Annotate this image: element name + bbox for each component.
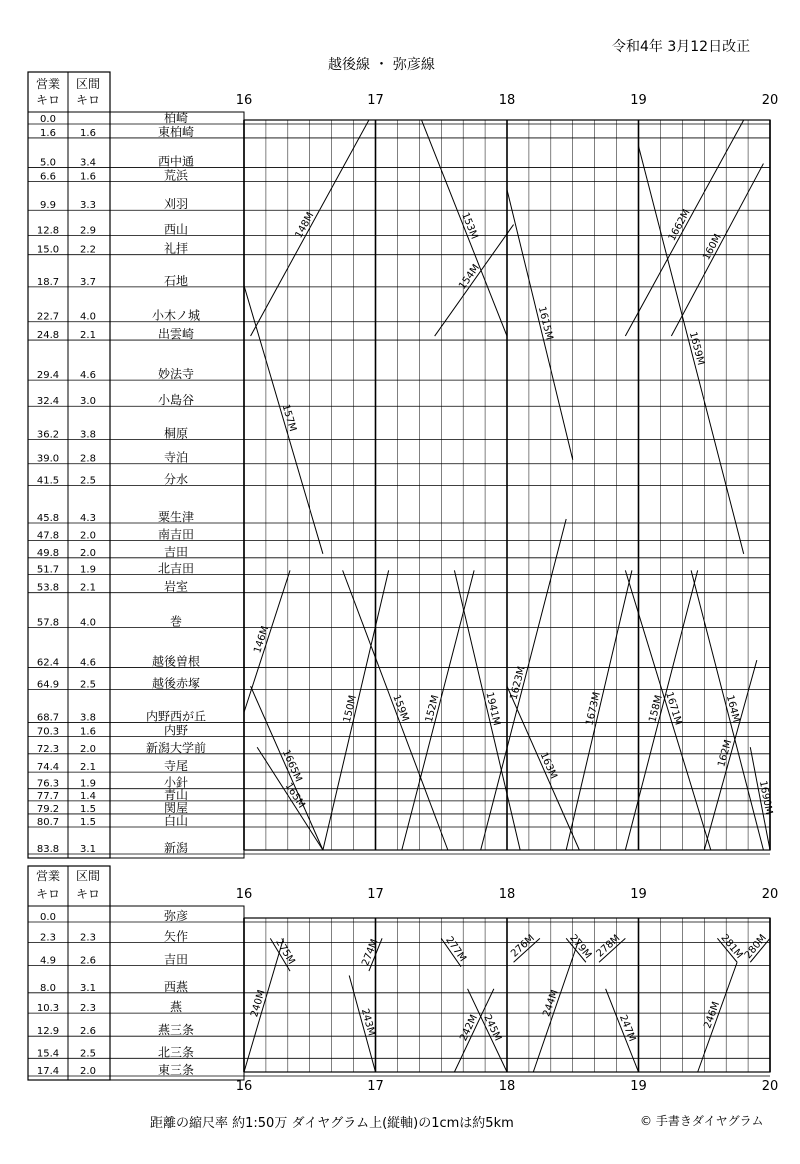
station-interval-km: 2.6 [80, 1026, 96, 1038]
train-number-label: 152M [423, 694, 442, 724]
station-op-km: 6.6 [40, 171, 56, 183]
op-km-header-2: キロ [35, 887, 61, 901]
train-number-label: 163M [537, 750, 559, 781]
train-number-label: 1659M [686, 330, 707, 367]
station-interval-km: 2.1 [80, 582, 96, 594]
station-name: 礼拝 [163, 241, 189, 256]
station-name: 出雲崎 [157, 327, 195, 342]
train-line [244, 286, 323, 554]
train-number-label: 1690M [756, 779, 775, 816]
train-number-label: 159M [390, 693, 411, 724]
train-number-label: 153M [459, 211, 480, 241]
station-interval-km: 1.5 [80, 803, 96, 815]
train-number-label: 246M [702, 1000, 723, 1031]
station-op-km: 83.8 [36, 844, 60, 855]
station-name: 東柏崎 [157, 124, 195, 139]
train-number-label: 150M [341, 694, 359, 724]
station-interval-km: 2.9 [80, 225, 96, 237]
station-op-km: 17.4 [36, 1066, 60, 1077]
train-number-label: 247M [616, 1013, 638, 1044]
station-op-km: 57.8 [36, 617, 60, 629]
station-op-km: 2.3 [40, 932, 56, 944]
hour-label: 18 [498, 1079, 516, 1094]
train-number-label: 146M [252, 624, 272, 655]
station-op-km: 51.7 [36, 564, 60, 576]
station-interval-km: 4.6 [80, 370, 96, 382]
station-interval-km: 1.5 [80, 816, 96, 828]
station-interval-km: 3.1 [80, 844, 96, 855]
station-name: 粟生津 [157, 509, 195, 524]
station-name: 寺泊 [163, 450, 189, 465]
train-number-label: 280M [742, 932, 769, 961]
station-interval-km: 2.2 [80, 244, 96, 256]
station-op-km: 10.3 [36, 1003, 60, 1015]
station-name: 越後曽根 [151, 654, 201, 669]
station-op-km: 15.0 [36, 244, 60, 256]
train-number-label: 148M [293, 210, 317, 241]
station-name: 小島谷 [157, 393, 195, 408]
station-name: 越後赤塚 [151, 676, 201, 691]
station-op-km: 74.4 [36, 762, 60, 774]
station-op-km: 0.0 [40, 912, 56, 923]
train-number-label: 278M [594, 932, 623, 960]
station-name: 青山 [163, 787, 189, 802]
station-op-km: 36.2 [36, 429, 60, 441]
station-name: 北吉田 [157, 561, 195, 576]
station-name: 吉田 [163, 952, 189, 967]
hour-label: 17 [367, 887, 384, 902]
train-number-label: 275M [272, 937, 297, 967]
station-name: 寺尾 [163, 759, 189, 774]
station-op-km: 62.4 [36, 657, 60, 669]
station-name: 弥彦 [163, 909, 189, 923]
station-name: 岩室 [163, 579, 189, 594]
train-number-label: 1662M [666, 207, 693, 243]
train-number-label: 164M [723, 693, 742, 724]
page-title: 越後線 ・ 弥彦線 [328, 57, 435, 73]
interval-km-header-2: キロ [75, 93, 101, 107]
interval-km-header-2: キロ [75, 887, 101, 901]
train-number-label: 157M [279, 403, 298, 433]
station-op-km: 72.3 [36, 743, 60, 755]
hour-label: 20 [761, 887, 779, 902]
station-interval-km: 4.3 [80, 512, 96, 524]
train-number-label: 1623M [508, 665, 528, 701]
train-number-label: 162M [716, 738, 735, 769]
station-interval-km: 2.5 [80, 1048, 96, 1060]
station-op-km: 22.7 [36, 311, 60, 323]
op-km-header-1: 営業 [35, 869, 61, 883]
station-interval-km: 4.0 [80, 617, 96, 629]
train-line [639, 146, 744, 554]
train-number-label: 1665M [279, 748, 304, 784]
station-op-km: 24.8 [36, 330, 60, 342]
station-interval-km: 2.0 [80, 547, 96, 559]
train-number-label: 281M [718, 932, 745, 961]
hour-label: 18 [498, 887, 516, 902]
station-interval-km: 1.6 [80, 726, 96, 738]
train-line [244, 570, 290, 712]
interval-km-header-1: 区間 [75, 77, 101, 91]
train-line [507, 190, 573, 460]
train-number-label: 242M [458, 1013, 481, 1043]
station-name: 柏崎 [163, 111, 189, 125]
revision-date: 令和4年 3月12日改正 [612, 39, 751, 55]
hour-label: 17 [367, 1079, 384, 1094]
train-number-label: 245M [481, 1013, 504, 1043]
interval-km-header-1: 区間 [75, 869, 101, 883]
train-number-label: 1671M [663, 690, 684, 727]
station-interval-km: 3.3 [80, 200, 96, 212]
station-op-km: 53.8 [36, 582, 60, 594]
station-op-km: 49.8 [36, 547, 60, 559]
station-name: 新潟 [163, 841, 189, 855]
train-line [691, 570, 763, 850]
station-interval-km: 3.0 [80, 396, 96, 408]
train-number-label: 1941M [483, 691, 502, 727]
station-interval-km: 3.8 [80, 429, 96, 441]
station-op-km: 79.2 [36, 803, 60, 815]
hour-label: 17 [367, 93, 384, 108]
station-interval-km: 2.1 [80, 330, 96, 342]
station-op-km: 70.3 [36, 726, 60, 738]
train-number-label: 276M [509, 932, 537, 960]
station-name: 桐原 [163, 426, 189, 441]
hour-label: 16 [235, 93, 253, 108]
station-interval-km: 2.1 [80, 762, 96, 774]
station-op-km: 9.9 [40, 200, 56, 212]
scale-note: 距離の縮尺率 約1:50万 ダイヤグラム上(縦軸)の1cmは約5km [150, 1116, 514, 1131]
station-name: 内野西が丘 [145, 709, 207, 724]
station-name: 吉田 [163, 544, 189, 559]
station-name: 妙法寺 [157, 367, 195, 382]
op-km-header-2: キロ [35, 93, 61, 107]
train-number-label: 160M [701, 232, 724, 263]
train-line [454, 570, 520, 850]
station-name: 西山 [163, 222, 189, 237]
station-interval-km: 2.3 [80, 1003, 96, 1015]
station-name: 内野 [163, 723, 189, 738]
train-line [244, 938, 283, 1072]
station-name: 分水 [163, 472, 189, 487]
station-interval-km: 2.0 [80, 530, 96, 542]
hour-label: 20 [761, 93, 779, 108]
hour-label: 18 [498, 93, 516, 108]
hour-label: 16 [235, 887, 253, 902]
train-number-label: 274M [360, 937, 381, 968]
station-name: 燕三条 [157, 1023, 195, 1038]
station-interval-km: 4.0 [80, 311, 96, 323]
train-number-label: 279M [567, 932, 594, 962]
station-interval-km: 3.4 [80, 157, 96, 169]
station-op-km: 8.0 [40, 982, 56, 994]
station-name: 石地 [163, 273, 189, 288]
station-name: 刈羽 [163, 197, 189, 212]
station-name: 矢作 [163, 929, 189, 944]
op-km-header-1: 営業 [35, 77, 61, 91]
train-number-label: 165M [282, 781, 307, 811]
station-op-km: 76.3 [36, 778, 60, 790]
train-line [625, 570, 697, 850]
hour-label: 16 [235, 1079, 253, 1094]
train-number-label: 277M [443, 934, 469, 964]
station-op-km: 68.7 [36, 712, 60, 724]
station-op-km: 29.4 [36, 370, 60, 382]
hour-label: 19 [630, 887, 647, 902]
station-op-km: 1.6 [40, 127, 56, 139]
train-line [422, 120, 507, 336]
station-op-km: 80.7 [36, 816, 60, 828]
station-name: 西中通 [157, 154, 195, 169]
copyright-note: © 手書きダイヤグラム [640, 1114, 764, 1128]
station-interval-km: 2.3 [80, 932, 96, 944]
station-op-km: 15.4 [36, 1048, 60, 1060]
station-op-km: 64.9 [36, 679, 60, 691]
station-name: 小針 [163, 775, 189, 790]
station-name: 北三条 [157, 1045, 195, 1060]
station-interval-km: 1.9 [80, 564, 96, 576]
station-name: 東三条 [157, 1063, 195, 1077]
station-interval-km: 3.8 [80, 712, 96, 724]
station-interval-km: 2.0 [80, 1066, 96, 1077]
station-interval-km: 4.6 [80, 657, 96, 669]
station-interval-km: 2.5 [80, 679, 96, 691]
station-op-km: 12.9 [36, 1026, 60, 1038]
station-name: 南吉田 [157, 527, 195, 542]
station-interval-km: 2.6 [80, 955, 96, 967]
station-interval-km: 1.6 [80, 171, 96, 183]
station-interval-km: 1.6 [80, 127, 96, 139]
station-name: 関屋 [163, 800, 189, 815]
station-interval-km: 3.7 [80, 276, 96, 288]
station-op-km: 12.8 [36, 225, 60, 237]
train-line [566, 570, 632, 850]
station-name: 巻 [169, 614, 183, 629]
train-line [533, 938, 579, 1072]
train-number-label: 158M [647, 694, 665, 724]
train-line [435, 225, 514, 337]
station-op-km: 32.4 [36, 396, 60, 408]
train-number-label: 1615M [535, 305, 555, 342]
station-op-km: 4.9 [40, 955, 56, 967]
station-op-km: 18.7 [36, 276, 60, 288]
station-interval-km: 2.5 [80, 475, 96, 487]
train-number-label: 154M [457, 262, 483, 292]
station-interval-km: 2.0 [80, 743, 96, 755]
station-interval-km: 1.4 [80, 790, 96, 802]
station-name: 西燕 [163, 979, 189, 994]
station-op-km: 45.8 [36, 512, 60, 524]
station-op-km: 77.7 [36, 790, 60, 802]
station-op-km: 0.0 [40, 114, 56, 125]
station-op-km: 39.0 [36, 453, 60, 465]
train-number-label: 1673M [584, 691, 603, 727]
train-number-label: 244M [541, 988, 561, 1019]
train-line [507, 686, 579, 850]
station-name: 燕 [169, 1000, 183, 1015]
station-name: 新潟大学前 [145, 740, 207, 755]
train-line [481, 519, 566, 850]
station-name: 荒浜 [163, 168, 189, 183]
station-name: 白山 [163, 813, 189, 828]
km-table-frame [28, 72, 110, 858]
train-number-label: 240M [249, 988, 268, 1019]
station-interval-km: 2.8 [80, 453, 96, 465]
hour-label: 20 [761, 1079, 779, 1094]
station-interval-km: 3.1 [80, 982, 96, 994]
station-op-km: 41.5 [36, 475, 60, 487]
hour-label: 19 [630, 93, 647, 108]
station-op-km: 47.8 [36, 530, 60, 542]
train-number-label: 243M [358, 1007, 377, 1038]
station-name: 小木ノ城 [151, 308, 201, 323]
hour-label: 19 [630, 1079, 647, 1094]
station-op-km: 5.0 [40, 157, 56, 169]
station-interval-km: 1.9 [80, 778, 96, 790]
